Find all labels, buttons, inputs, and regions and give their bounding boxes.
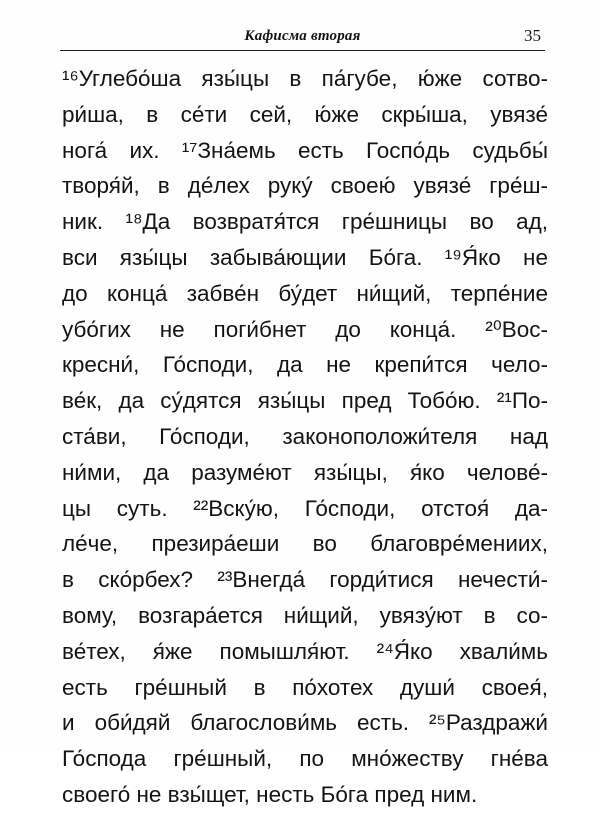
text-line: ри́ша, в се́ти сей, ю́же скры́ша, увязе́	[62, 101, 548, 127]
text-line: и оби́дяй благослови́мь есть. ²⁵Раздражи́	[62, 710, 548, 736]
text-line: до конца́ забве́н бу́дет ни́щий, терпе́ние	[62, 280, 548, 306]
text-line: в ско́рбех? ²³Внегда́ горди́тися нечести́-	[62, 567, 548, 593]
text-line: есть гре́шный в по́хотех души́ своея́,	[62, 674, 548, 700]
text-line: ста́ви, Го́споди, законоположи́теля над	[62, 423, 548, 449]
text-line: ни́ми, да разуме́ют язы́цы, я́ко челове́-	[62, 459, 548, 485]
text-line: ве́к, да су́дятся язы́цы пред Тобо́ю. ²¹По-	[62, 388, 548, 414]
psalm-text	[62, 61, 548, 813]
running-header	[60, 26, 545, 51]
text-line: ве́тех, я́же помышля́ют. ²⁴Я́ко хвали́мь	[62, 638, 548, 664]
section-title: Кафисма вторая	[244, 28, 361, 44]
text-line: убо́гих не поги́бнет до конца́. ²⁰Вос-	[62, 316, 548, 342]
text-line: нога́ их. ¹⁷Зна́емь есть Госпо́дь судьбы́	[62, 137, 548, 163]
text-line: вси язы́цы забыва́ющии Бо́га. ¹⁹Я́ко не	[62, 244, 548, 270]
text-line: творя́й, в де́лех руку́ своею́ увязе́ гре́ш-	[62, 173, 548, 199]
text-line: кресни́, Го́споди, да не крепи́тся чело-	[62, 352, 548, 378]
text-line: ник. ¹⁸Да возвратя́тся гре́шницы во ад,	[62, 209, 548, 235]
text-line: ¹⁶Углебо́ша язы́цы в па́губе, ю́же сотво-	[62, 66, 548, 91]
text-line: Го́спода гре́шный, по мно́жеству гне́ва	[62, 746, 548, 772]
text-line: цы суть. ²²Вску́ю, Го́споди, отстоя́ да-	[62, 495, 548, 521]
text-line: своего́ не взы́щет, несть Бо́га пред ним.	[62, 781, 478, 807]
text-line: вому, возгара́ется ни́щий, увязу́ют в со-	[62, 602, 548, 628]
text-line: ле́че, презира́еши во благовре́мениих,	[62, 531, 548, 557]
page-number: 35	[524, 26, 541, 45]
